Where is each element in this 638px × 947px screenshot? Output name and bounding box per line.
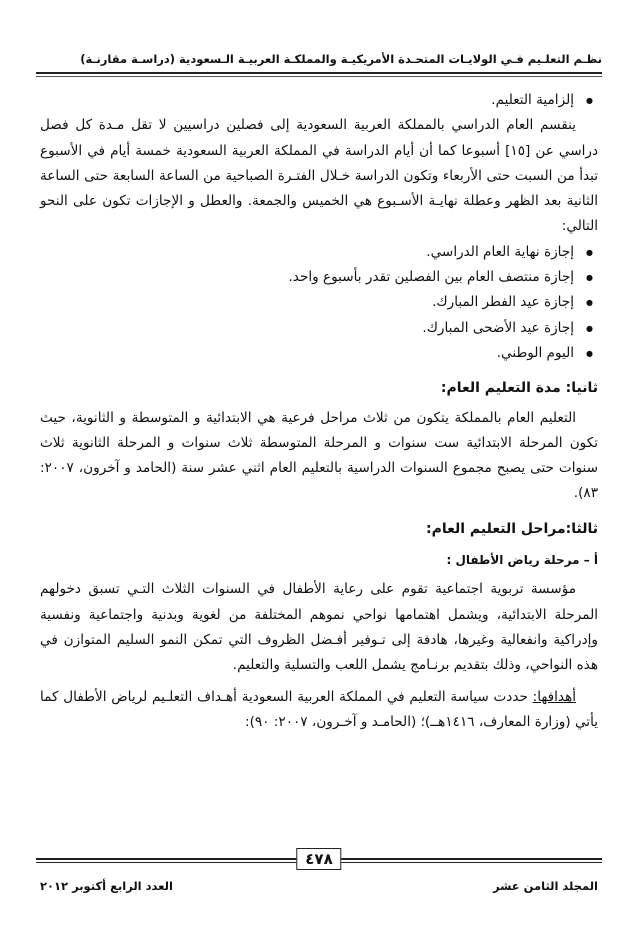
paragraph-goals xyxy=(40,685,598,736)
list-item: ● إجازة عيد الفطر المبارك. xyxy=(40,290,574,315)
subsection-heading-kindergarten: أ – مرحلة رياض الأطفال : xyxy=(446,553,598,568)
footer-issue: العدد الرابع أكتوبر ٢٠١٢ xyxy=(40,879,173,893)
list-item: ● إجازة نهاية العام الدراسي. xyxy=(40,240,574,265)
list-item: ● إجازة عيد الأضحى المبارك. xyxy=(40,316,574,341)
header-rule-thin xyxy=(36,76,602,77)
footer-volume: المجلد الثامن عشر xyxy=(492,879,598,893)
top-bullet-list xyxy=(40,88,598,113)
header-rule xyxy=(36,72,602,74)
list-item: ● اليوم الوطني. xyxy=(40,341,574,366)
section-heading-stages: ثالثا:مراحل التعليم العام: xyxy=(425,520,598,537)
paragraph-kindergarten: مؤسسة تربوية اجتماعية تقوم على رعاية الأطفال في السنوات الثلاث التـي تسبق دخولهم المرحلة الابتدائية، ويشمل اهتمامها نواحي نموهم المختلفة من لغوية وبدنية واجتماعية ونفسية وإدراكية وانفعالية وغيرها، هادفة إلى تـوفير أفـضل الظروف التي تمكن النمو السليم المتوازن في هذه النواحي، وذلك بتقديم برنـامج يشمل اللعب والتسلية والتعليم. xyxy=(40,581,598,674)
section-heading-duration: ثانيا: مدة التعليم العام: xyxy=(440,380,598,397)
running-header: نظـم التعلـيم فـي الولايـات المتحـدة الأمريكيـة والمملكـة العربيـة الـسعودية (دراسـة مقارنـة) xyxy=(80,52,602,66)
holidays-list xyxy=(40,240,598,366)
goals-label: أهدافها: xyxy=(532,688,577,705)
paragraph-school-year: ينقسم العام الدراسي بالمملكة العربية السعودية إلى فصلين دراسيين لا تقل مـدة كل فصل دراسي عن [١٥] أسبوعا كما أن أيام الدراسة في المملكة العربية السعودية خمسة أيام في الأسبوع تبدأ من السبت حتى الأربعاء وتكون الدراسة خـلال الفتـرة الصباحية من الساعة السابعة حتى الساعة الثانية بعد الظهر وعطلة نهايـة الأسـبوع هي الخميس والجمعة. والعطل و الإجازات تكون على النحو التالي: xyxy=(40,117,598,235)
list-item: ● إلزامية التعليم. xyxy=(40,88,574,113)
page-number: ٤٧٨ xyxy=(296,848,341,870)
page-body xyxy=(40,88,598,735)
paragraph-duration: التعليم العام بالمملكة يتكون من ثلاث مراحل فرعية هي الابتدائية و المتوسطة و الثانوية، حيث تكون المرحلة الابتدائية ست سنوات و المرحلة المتوسطة ثلاث سنوات و المرحلة الثانوية ثلاث سنوات حتى يصبح مجموع السنوات الدراسية بالتعليم العام اثني عشر سنة (الحامد و آخرون، ٢٠٠٧: ٨٣). xyxy=(40,409,598,502)
goals-text: حددت سياسة التعليم في المملكة العربية السعودية أهـداف التعلـيم لرياض الأطفال كما يأتي (وزارة المعارف، ١٤١٦هــ)؛ (الحامـد و آخـرون، ٢٠٠٧: ٩٠): xyxy=(40,688,598,730)
list-item: ● إجازة منتصف العام بين الفصلين تقدر بأسبوع واحد. xyxy=(40,265,574,290)
